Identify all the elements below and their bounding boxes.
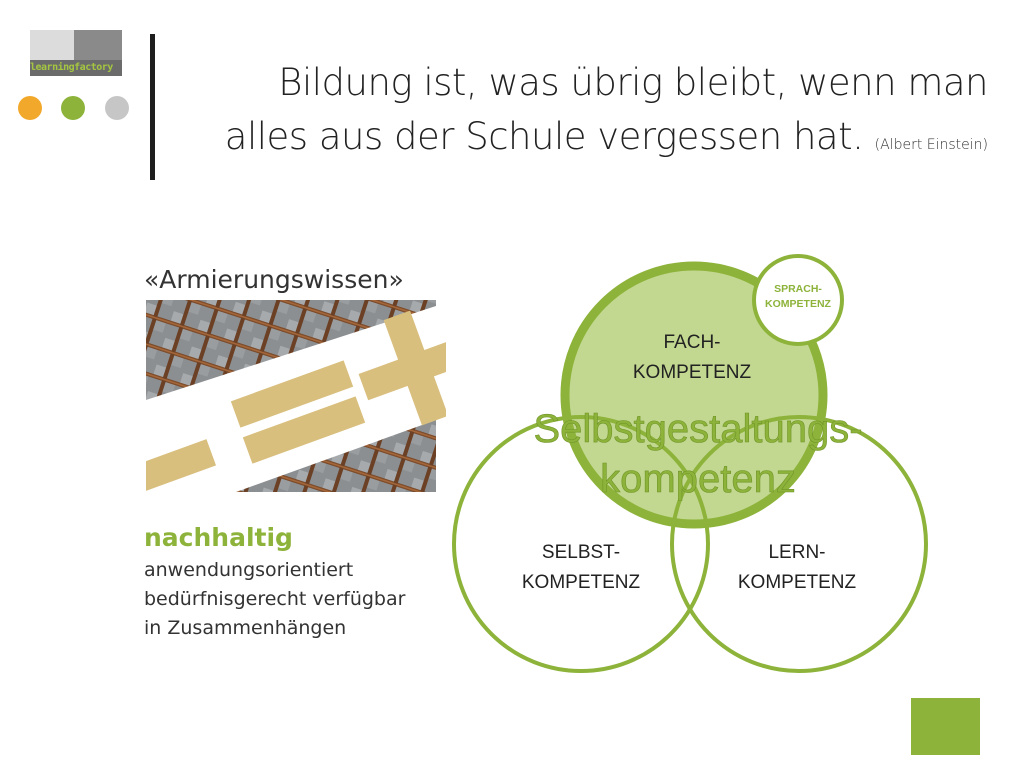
- rebar-image: [146, 300, 446, 500]
- attribute-line-1: anwendungsorientiert: [144, 559, 354, 581]
- lern-label-2: KOMPETENZ: [737, 572, 857, 593]
- einstein-quote: [188, 56, 988, 172]
- quote-line-1: Bildung ist, was übrig bleibt, wenn man: [278, 61, 988, 104]
- fach-label-1: FACH-: [663, 332, 721, 353]
- gray-dot: [105, 96, 129, 120]
- learningfactory-logo: [30, 30, 122, 80]
- center-label-2: kompetenz: [600, 457, 796, 501]
- center-label-1: Selbstgestaltungs-: [533, 407, 863, 451]
- logo-text: learningfactory: [30, 60, 122, 76]
- quote-line-2: [188, 110, 988, 172]
- attribute-line-3: in Zusammenhängen: [144, 617, 347, 639]
- attribute-line-2: bedürfnisgerecht verfügbar: [144, 588, 406, 610]
- armierungswissen-title: «Armierungswissen»: [144, 265, 404, 294]
- green-corner-square: [911, 698, 980, 755]
- competence-venn-diagram: [440, 250, 940, 690]
- quote-author: (Albert Einstein): [874, 137, 988, 153]
- selbst-label-1: SELBST-: [541, 542, 621, 563]
- green-dot: [61, 96, 85, 120]
- header-divider: [150, 34, 155, 180]
- nachhaltig-label: nachhaltig: [144, 523, 293, 552]
- quote-line-2-text: alles aus der Schule vergessen hat.: [224, 115, 864, 158]
- knowledge-attributes: [144, 520, 405, 643]
- lern-label-1: LERN-: [768, 542, 826, 563]
- sprach-label-1: SPRACH-: [774, 283, 822, 295]
- orange-dot: [18, 96, 42, 120]
- selbst-label-2: KOMPETENZ: [521, 572, 641, 593]
- fach-label-2: KOMPETENZ: [632, 362, 752, 383]
- sprach-label-2: KOMPETENZ: [765, 298, 831, 310]
